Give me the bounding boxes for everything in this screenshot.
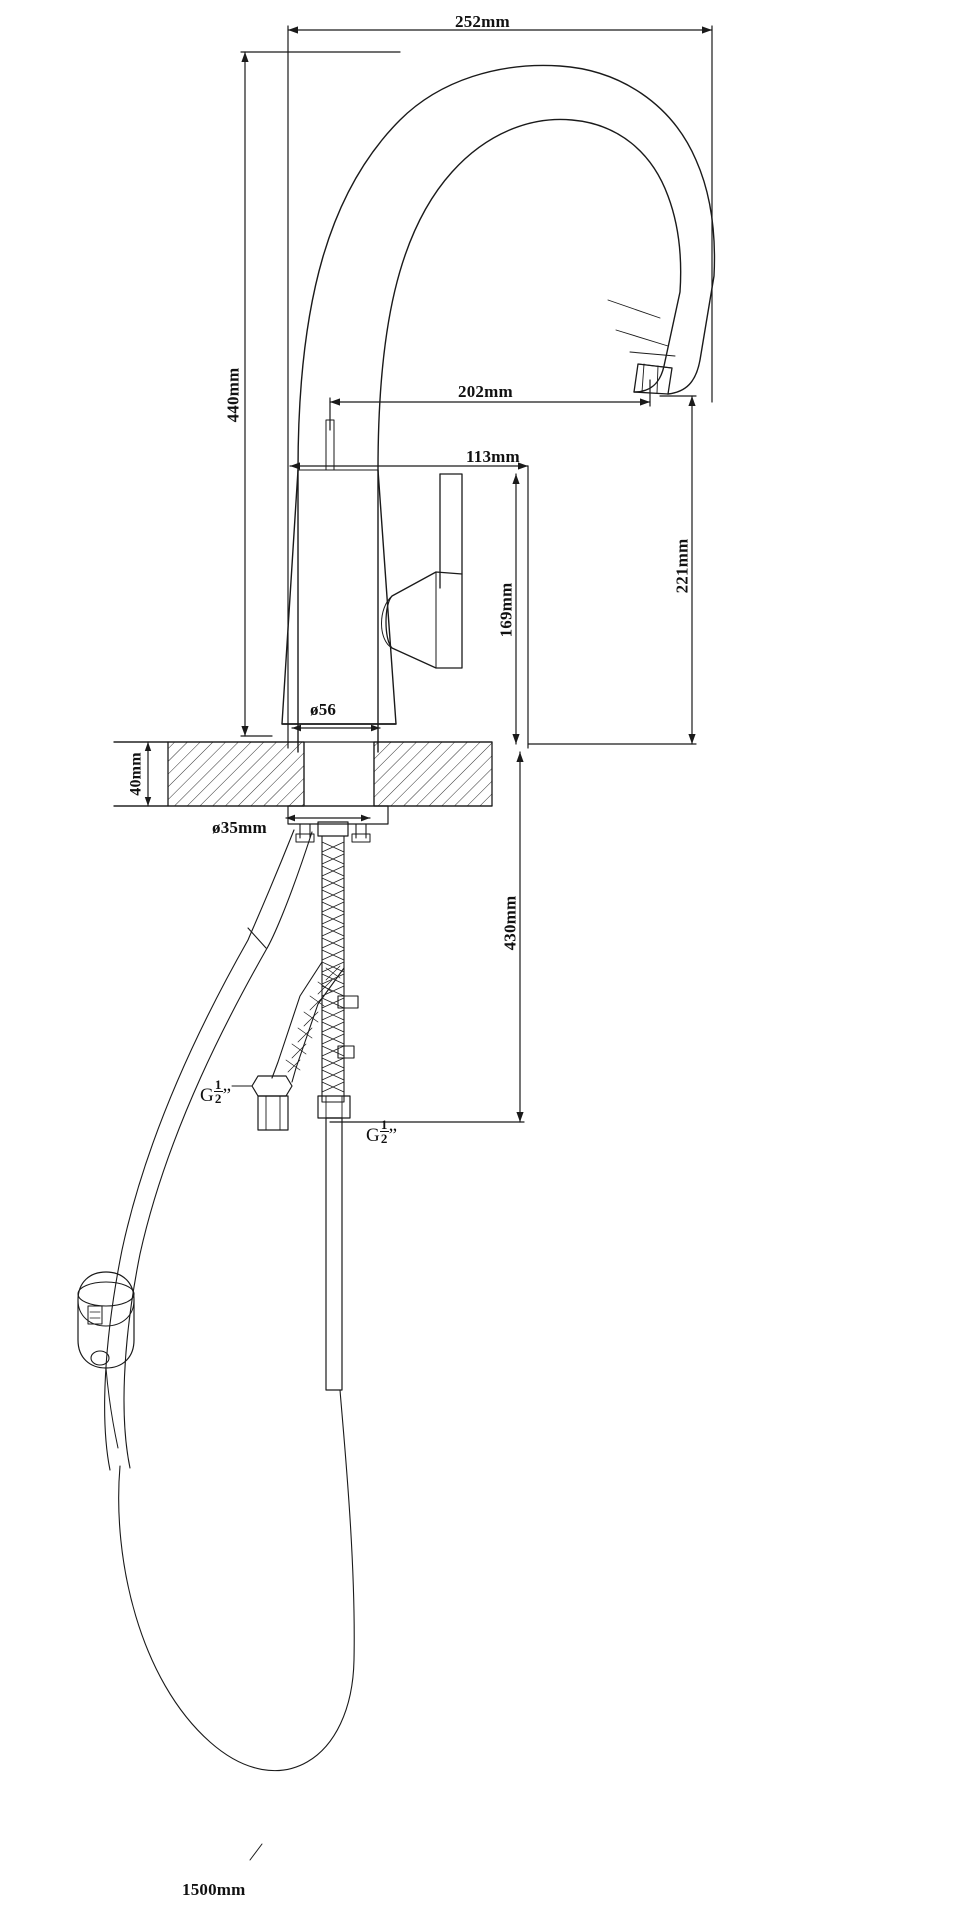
braided-supply-hose [318, 836, 350, 1390]
dim-label-202: 202mm [458, 382, 513, 401]
dim-1500-lines [250, 1844, 262, 1860]
dim-221-lines [528, 396, 696, 744]
thread-right-prefix: G [366, 1125, 380, 1147]
dim-label-1500: 1500mm [182, 1880, 246, 1899]
dim-440-lines [241, 52, 400, 736]
hose-clips [338, 996, 358, 1058]
thread-callout-right [366, 1118, 397, 1147]
dim-label-56: ø56 [310, 700, 337, 719]
dim-label-440: 440mm [223, 367, 243, 423]
dim-56-lines [292, 725, 380, 732]
thread-right-suffix: ” [388, 1125, 398, 1147]
thread-left-suffix: ” [222, 1085, 232, 1107]
dim-35-lines [286, 815, 370, 822]
countertop-section [114, 742, 492, 806]
dim-label-113: 113mm [466, 447, 520, 466]
dim-label-40: 40mm [127, 752, 145, 796]
thread-right-numerator: 1 [380, 1117, 388, 1132]
braided-hose-branch [232, 962, 344, 1130]
thread-left-prefix: G [200, 1085, 214, 1107]
pulldown-hose-loop [105, 830, 355, 1771]
thread-left-denominator: 2 [214, 1091, 222, 1106]
thread-left-numerator: 1 [214, 1077, 222, 1092]
dim-label-252: 252mm [455, 12, 510, 31]
dim-430-lines [330, 752, 524, 1122]
thread-right-denominator: 2 [380, 1131, 388, 1146]
dim-label-35: ø35mm [212, 818, 267, 837]
mounting-hardware [288, 806, 388, 842]
thread-callout-left [200, 1078, 231, 1107]
dim-label-430: 430mm [500, 895, 520, 951]
dim-label-169: 169mm [496, 582, 516, 638]
dim-label-221: 221mm [672, 538, 692, 594]
